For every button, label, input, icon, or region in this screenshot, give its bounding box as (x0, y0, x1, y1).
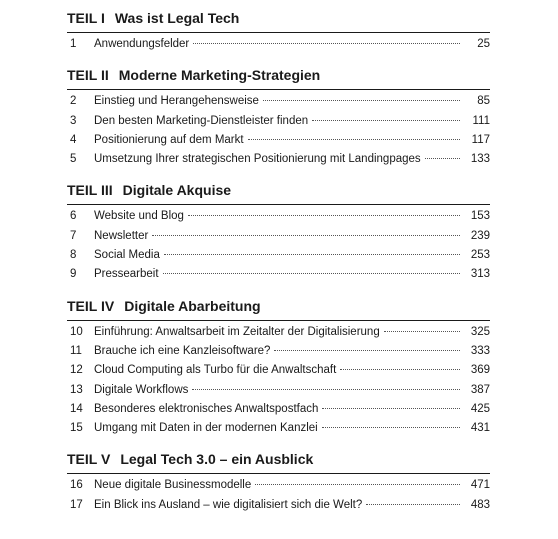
page-number: 471 (470, 479, 490, 492)
dot-leader (322, 408, 460, 409)
dot-leader (192, 389, 460, 390)
chapter-title: Social Media (94, 249, 160, 262)
part-divider (67, 320, 490, 321)
dot-leader (425, 158, 460, 159)
page-number: 117 (471, 133, 490, 146)
chapter-number: 15 (70, 422, 83, 435)
chapter-number: 13 (70, 383, 83, 396)
toc-part (67, 298, 490, 452)
dot-leader (263, 100, 460, 101)
toc-part (67, 451, 490, 518)
chapter-title: Umsetzung Ihrer strategischen Positionierung mit Landingpages (94, 153, 421, 166)
chapter-number: 5 (70, 153, 77, 166)
part-heading (67, 182, 490, 204)
chapter-title: Besonderes elektronisches Anwaltspostfach (94, 402, 319, 415)
page-number: 25 (477, 38, 490, 50)
dot-leader (322, 427, 460, 428)
toc-entry[interactable] (67, 403, 490, 422)
chapter-number: 7 (70, 229, 77, 242)
dot-leader (152, 235, 460, 236)
page-number: 325 (470, 325, 490, 338)
chapter-number: 4 (70, 133, 77, 146)
dot-leader (312, 120, 460, 121)
dot-leader (384, 331, 460, 332)
section-gap (67, 172, 490, 182)
page-number: 369 (470, 364, 490, 377)
part-title: Legal Tech 3.0 – ein Ausblick (120, 451, 314, 468)
part-divider (67, 32, 490, 33)
chapter-title: Cloud Computing als Turbo für die Anwaltschaft (94, 364, 337, 377)
part-divider (67, 204, 490, 205)
toc-part (67, 10, 490, 67)
toc-entry[interactable] (67, 95, 490, 114)
part-heading (67, 67, 490, 89)
chapter-title: Einstieg und Herangehensweise (94, 95, 259, 108)
page-number: 111 (472, 114, 490, 127)
chapter-title: Digitale Workflows (94, 383, 189, 396)
dot-leader (366, 504, 460, 505)
toc-part (67, 182, 490, 297)
toc-entry[interactable] (67, 134, 490, 153)
toc-entry[interactable] (67, 210, 490, 229)
chapter-title: Pressearbeit (94, 268, 159, 281)
section-gap (67, 57, 490, 67)
chapter-number: 12 (70, 364, 83, 377)
dot-leader (340, 369, 460, 370)
toc-entry[interactable] (67, 268, 490, 287)
toc-entry[interactable] (67, 364, 490, 383)
chapter-number: 14 (70, 402, 83, 415)
chapter-title: Umgang mit Daten in der modernen Kanzlei (94, 422, 318, 435)
dot-leader (274, 350, 460, 351)
chapter-number: 2 (70, 95, 77, 108)
page-number: 333 (470, 344, 490, 357)
part-title: Digitale Akquise (122, 182, 232, 199)
chapter-title: Newsletter (94, 229, 149, 242)
chapter-title: Website und Blog (94, 210, 184, 223)
dot-leader (163, 273, 460, 274)
page-number: 425 (470, 402, 490, 415)
toc-part (67, 67, 490, 182)
chapter-title: Brauche ich eine Kanzleisoftware? (94, 344, 271, 357)
part-number: TEIL IV (67, 297, 115, 314)
toc-entry[interactable] (67, 345, 490, 364)
part-number: TEIL I (67, 10, 105, 26)
chapter-number: 11 (70, 344, 82, 357)
part-title: Digitale Abarbeitung (124, 297, 261, 314)
part-divider (67, 473, 490, 474)
dot-leader (255, 484, 460, 485)
section-gap (67, 288, 490, 298)
chapter-number: 17 (70, 498, 83, 511)
chapter-title: Einführung: Anwaltsarbeit im Zeitalter der Digitalisierung (94, 325, 380, 338)
part-title: Was ist Legal Tech (114, 10, 240, 26)
page-number: 133 (470, 153, 490, 166)
page-number: 153 (470, 210, 490, 223)
part-number: TEIL III (67, 182, 113, 199)
chapter-number: 8 (70, 249, 77, 262)
dot-leader (164, 254, 460, 255)
part-title: Moderne Marketing-Strategien (118, 67, 321, 84)
page-number: 431 (470, 422, 490, 435)
part-heading (67, 298, 490, 320)
chapter-number: 16 (70, 479, 83, 492)
part-divider (67, 89, 490, 90)
page-number: 239 (470, 229, 490, 242)
toc-entry[interactable] (67, 115, 490, 134)
chapter-title: Positionierung auf dem Markt (94, 133, 244, 146)
page-number: 387 (470, 383, 490, 396)
chapter-title: Ein Blick ins Ausland – wie digitalisiert sich die Welt? (94, 498, 363, 511)
table-of-contents (67, 10, 490, 518)
toc-entry[interactable] (67, 249, 490, 268)
toc-entry[interactable] (67, 499, 490, 518)
toc-entry[interactable] (67, 422, 490, 441)
dot-leader (193, 43, 460, 44)
toc-entry[interactable] (67, 153, 490, 172)
part-heading (67, 451, 490, 473)
dot-leader (248, 139, 460, 140)
page-number: 253 (470, 249, 490, 262)
part-number: TEIL II (67, 67, 109, 84)
dot-leader (188, 215, 460, 216)
part-heading (67, 10, 490, 32)
chapter-title: Den besten Marketing-Dienstleister finden (94, 114, 309, 127)
chapter-number: 6 (70, 210, 77, 223)
page-number: 85 (477, 95, 490, 108)
part-number: TEIL V (67, 451, 111, 468)
toc-entry[interactable] (67, 326, 490, 345)
chapter-title: Anwendungsfelder (94, 38, 190, 50)
chapter-title: Neue digitale Businessmodelle (94, 479, 252, 492)
toc-entry[interactable] (67, 230, 490, 249)
chapter-number: 3 (70, 114, 77, 127)
toc-entry[interactable] (67, 38, 490, 57)
chapter-number: 10 (70, 325, 83, 338)
section-gap (67, 441, 490, 451)
toc-entry[interactable] (67, 384, 490, 403)
page-number: 313 (470, 268, 490, 281)
page-number: 483 (470, 498, 490, 511)
chapter-number: 9 (70, 268, 77, 281)
chapter-number: 1 (70, 38, 77, 50)
toc-entry[interactable] (67, 479, 490, 498)
